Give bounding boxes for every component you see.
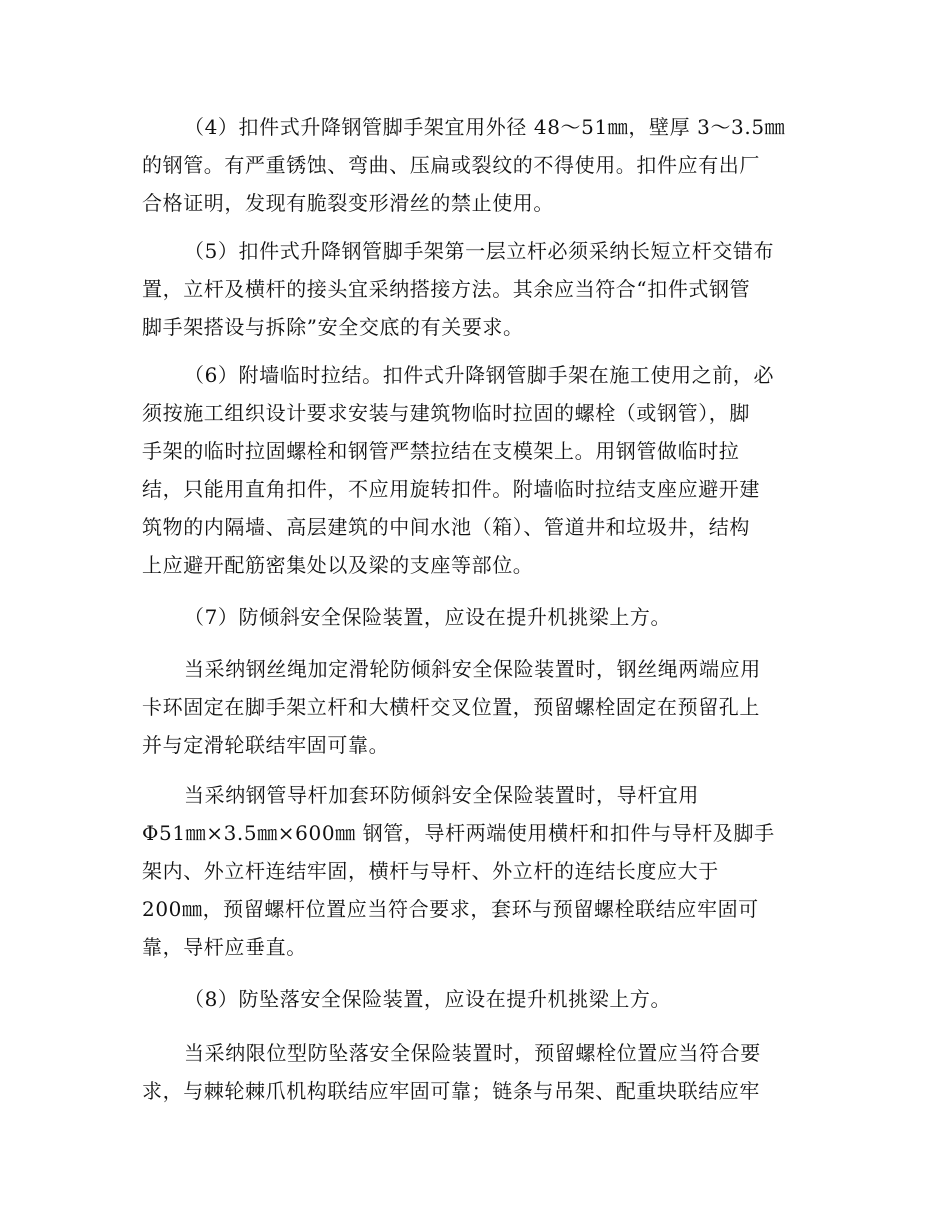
paragraph-7-anti-tilt [142, 598, 812, 636]
paragraph-5-first-layer-poles [142, 232, 812, 346]
text-line: 当采纳钢丝绳加定滑轮防倾斜安全保险装置时，钢丝绳两端应用 [184, 657, 761, 681]
text-line: （6）附墙临时拉结。扣件式升降钢管脚手架在施工使用之前，必 [184, 363, 775, 387]
text-line: 手架的临时拉固螺栓和钢管严禁拉结在支模架上。用钢管做临时拉 [142, 439, 740, 463]
text-line: 上应避开配筋密集处以及梁的支座等部位。 [142, 553, 534, 577]
text-line: 的钢管。有严重锈蚀、弯曲、压扁或裂纹的不得使用。扣件应有出厂 [142, 153, 760, 177]
text-line: 合格证明，发现有脆裂变形滑丝的禁止使用。 [142, 191, 554, 215]
text-line: 200㎜，预留螺杆位置应当符合要求，套环与预留螺栓联结应牢固可 [142, 897, 759, 921]
text-line: 须按施工组织设计要求安装与建筑物临时拉固的螺栓（或钢管），脚 [142, 401, 750, 425]
text-line: 当采纳限位型防坠落安全保险装置时，预留螺栓位置应当符合要 [184, 1041, 761, 1065]
text-line: 求，与棘轮棘爪机构联结应牢固可靠；链条与吊架、配重块联结应牢 [142, 1079, 760, 1103]
text-line: 架内、外立杆连结牢固，横杆与导杆、外立杆的连结长度应大于 [142, 859, 719, 883]
paragraph-wire-rope-pulley [142, 650, 812, 764]
text-line: （4）扣件式升降钢管脚手架宜用外径 48～51㎜，壁厚 3～3.5㎜ [184, 115, 786, 139]
text-line: （8）防坠落安全保险装置，应设在提升机挑梁上方。 [184, 987, 672, 1011]
text-line: （7）防倾斜安全保险装置，应设在提升机挑梁上方。 [184, 605, 672, 629]
paragraph-limit-type-anti-fall [142, 1034, 812, 1110]
text-line: 结，只能用直角扣件，不应用旋转扣件。附墙临时拉结支座应避开建 [142, 477, 760, 501]
text-line: 并与定滑轮联结牢固可靠。 [142, 733, 390, 757]
text-line: 卡环固定在脚手架立杆和大横杆交叉位置，预留螺栓固定在预留孔上 [142, 695, 760, 719]
paragraph-8-anti-fall [142, 980, 812, 1018]
paragraph-guide-rod-sleeve [142, 776, 812, 966]
text-line: 靠，导杆应垂直。 [142, 935, 307, 959]
text-line: （5）扣件式升降钢管脚手架第一层立杆必须采纳长短立杆交错布 [184, 239, 775, 263]
text-line: 脚手架搭设与拆除”安全交底的有关要求。 [142, 315, 524, 339]
text-line: 当采纳钢管导杆加套环防倾斜安全保险装置时，导杆宜用 [184, 783, 699, 807]
paragraph-6-wall-ties [142, 356, 812, 584]
text-line: 置，立杆及横杆的接头宜采纳搭接方法。其余应当符合“扣件式钢管 [142, 277, 751, 301]
text-line: 筑物的内隔墙、高层建筑的中间水池（箱）、管道井和垃圾井，结构 [142, 515, 750, 539]
paragraph-4-fastener-pipe [142, 108, 812, 222]
text-line: Φ51㎜×3.5㎜×600㎜ 钢管，导杆两端使用横杆和扣件与导杆及脚手 [142, 821, 775, 845]
